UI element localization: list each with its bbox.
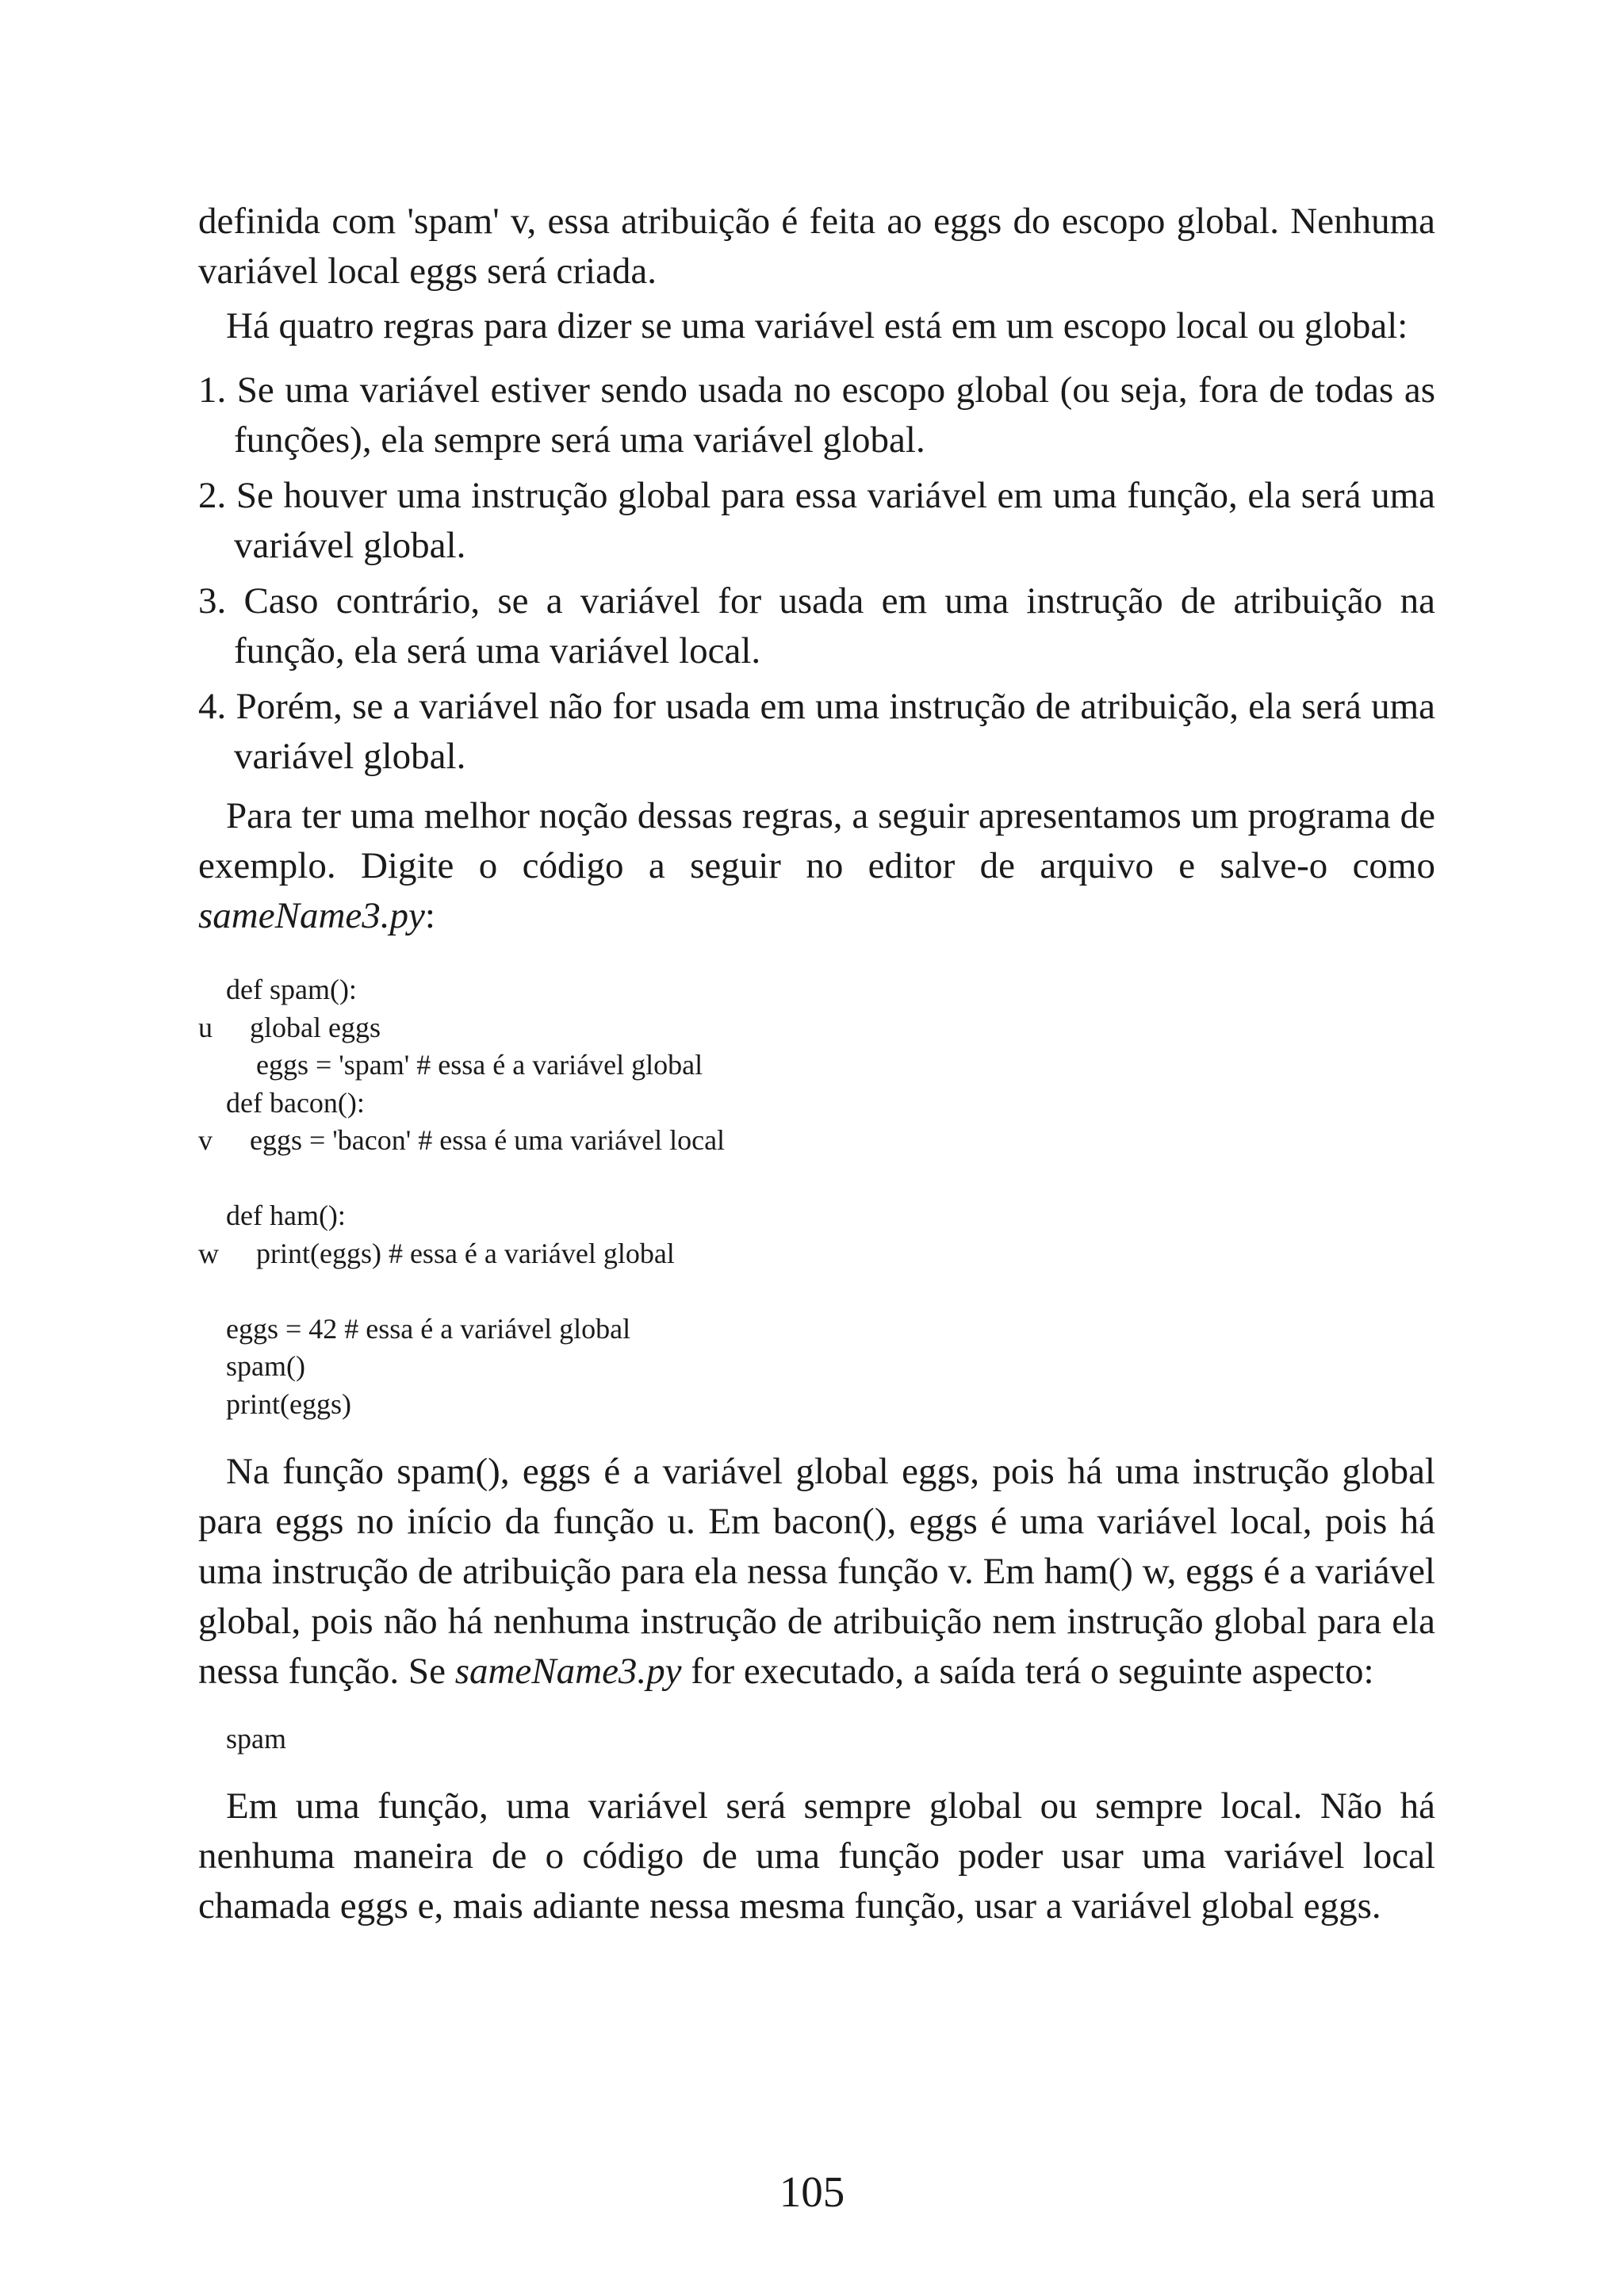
code-line xyxy=(198,1197,1435,1235)
list-item xyxy=(198,471,1435,571)
paragraph-explanation xyxy=(198,1447,1435,1697)
list-item-number: 3. xyxy=(198,580,227,622)
output-line: spam xyxy=(226,1723,286,1755)
page-number: 105 xyxy=(779,2168,845,2216)
code-text: def bacon(): xyxy=(226,1086,365,1119)
code-line xyxy=(198,1085,1435,1123)
code-line xyxy=(198,1311,1435,1349)
code-line xyxy=(198,1235,1435,1273)
paragraph-conclusion: Em uma função, uma variável será sempre global ou sempre local. Não há nenhuma maneira de o código de uma função poder usar uma variável local chamada eggs e, mais adiante nessa mesma função, usar a variável global eggs. xyxy=(198,1785,1435,1927)
explanation-end: for executado, a saída terá o seguinte aspecto: xyxy=(681,1651,1374,1692)
example-intro-end: : xyxy=(424,895,435,936)
code-line xyxy=(198,1348,1435,1386)
list-item xyxy=(198,576,1435,676)
code-line xyxy=(198,1047,1435,1085)
list-item-text: Se houver uma instrução global para essa variável em uma função, ela será uma variável global. xyxy=(234,475,1435,566)
code-text: eggs = 'bacon' # essa é uma variável local xyxy=(250,1124,726,1156)
list-item-text: Porém, se a variável não for usada em uma instrução de atribuição, ela será uma variável global. xyxy=(234,686,1435,777)
list-item-text: Caso contrário, se a variável for usada em uma instrução de atribuição na função, ela será uma variável local. xyxy=(234,580,1435,672)
code-text: spam() xyxy=(226,1350,305,1382)
code-line xyxy=(198,1122,1435,1160)
rules-list xyxy=(198,365,1435,782)
file-name: sameName3.py xyxy=(198,895,425,936)
code-listing xyxy=(198,971,1435,1423)
list-item-text: Se uma variável estiver sendo usada no escopo global (ou seja, fora de todas as funções), ela sempre será uma variável global. xyxy=(234,369,1435,461)
code-marker: v xyxy=(198,1124,213,1156)
page-content xyxy=(198,197,1435,1931)
code-text: global eggs xyxy=(250,1011,381,1043)
paragraph-example-intro xyxy=(198,791,1435,941)
code-line xyxy=(198,971,1435,1009)
code-text: print(eggs) xyxy=(226,1387,351,1420)
list-item xyxy=(198,365,1435,465)
paragraph-continuation: definida com 'spam' v, essa atribuição é feita ao eggs do escopo global. Nenhuma variável local eggs será criada. xyxy=(198,201,1435,292)
code-marker: u xyxy=(198,1011,213,1043)
list-item-number: 1. xyxy=(198,369,227,411)
code-marker: w xyxy=(198,1237,219,1269)
code-text: eggs = 42 # essa é a variável global xyxy=(226,1312,631,1345)
code-line-blank xyxy=(198,1272,1435,1311)
list-item-number: 4. xyxy=(198,686,227,727)
list-item xyxy=(198,682,1435,782)
code-text: eggs = 'spam' # essa é a variável global xyxy=(256,1049,703,1081)
program-output xyxy=(198,1720,1435,1758)
explanation-text: Na função spam(), eggs é a variável global eggs, pois há uma instrução global para eggs no início da função u. Em bacon(), eggs é uma variável local, pois há uma instrução de atribuição para ela nessa função v. Em ham() w, eggs é a variável global, pois não há nenhuma instrução de atribuição nem instrução global para ela nessa função. Se xyxy=(198,1451,1435,1692)
paragraph-rules-intro: Há quatro regras para dizer se uma variável está em um escopo local ou global: xyxy=(226,305,1408,346)
file-name: sameName3.py xyxy=(454,1651,682,1692)
example-intro-text: Para ter uma melhor noção dessas regras, a seguir apresentamos um programa de exemplo. Digite o código a seguir no editor de arquivo e salve-o como xyxy=(198,795,1435,886)
code-text: def ham(): xyxy=(226,1200,346,1231)
code-line xyxy=(198,1009,1435,1047)
code-text: print(eggs) # essa é a variável global xyxy=(256,1237,675,1269)
code-line-blank xyxy=(198,1160,1435,1198)
list-item-number: 2. xyxy=(198,475,227,516)
code-line xyxy=(198,1386,1435,1424)
code-text: def spam(): xyxy=(226,974,357,1005)
